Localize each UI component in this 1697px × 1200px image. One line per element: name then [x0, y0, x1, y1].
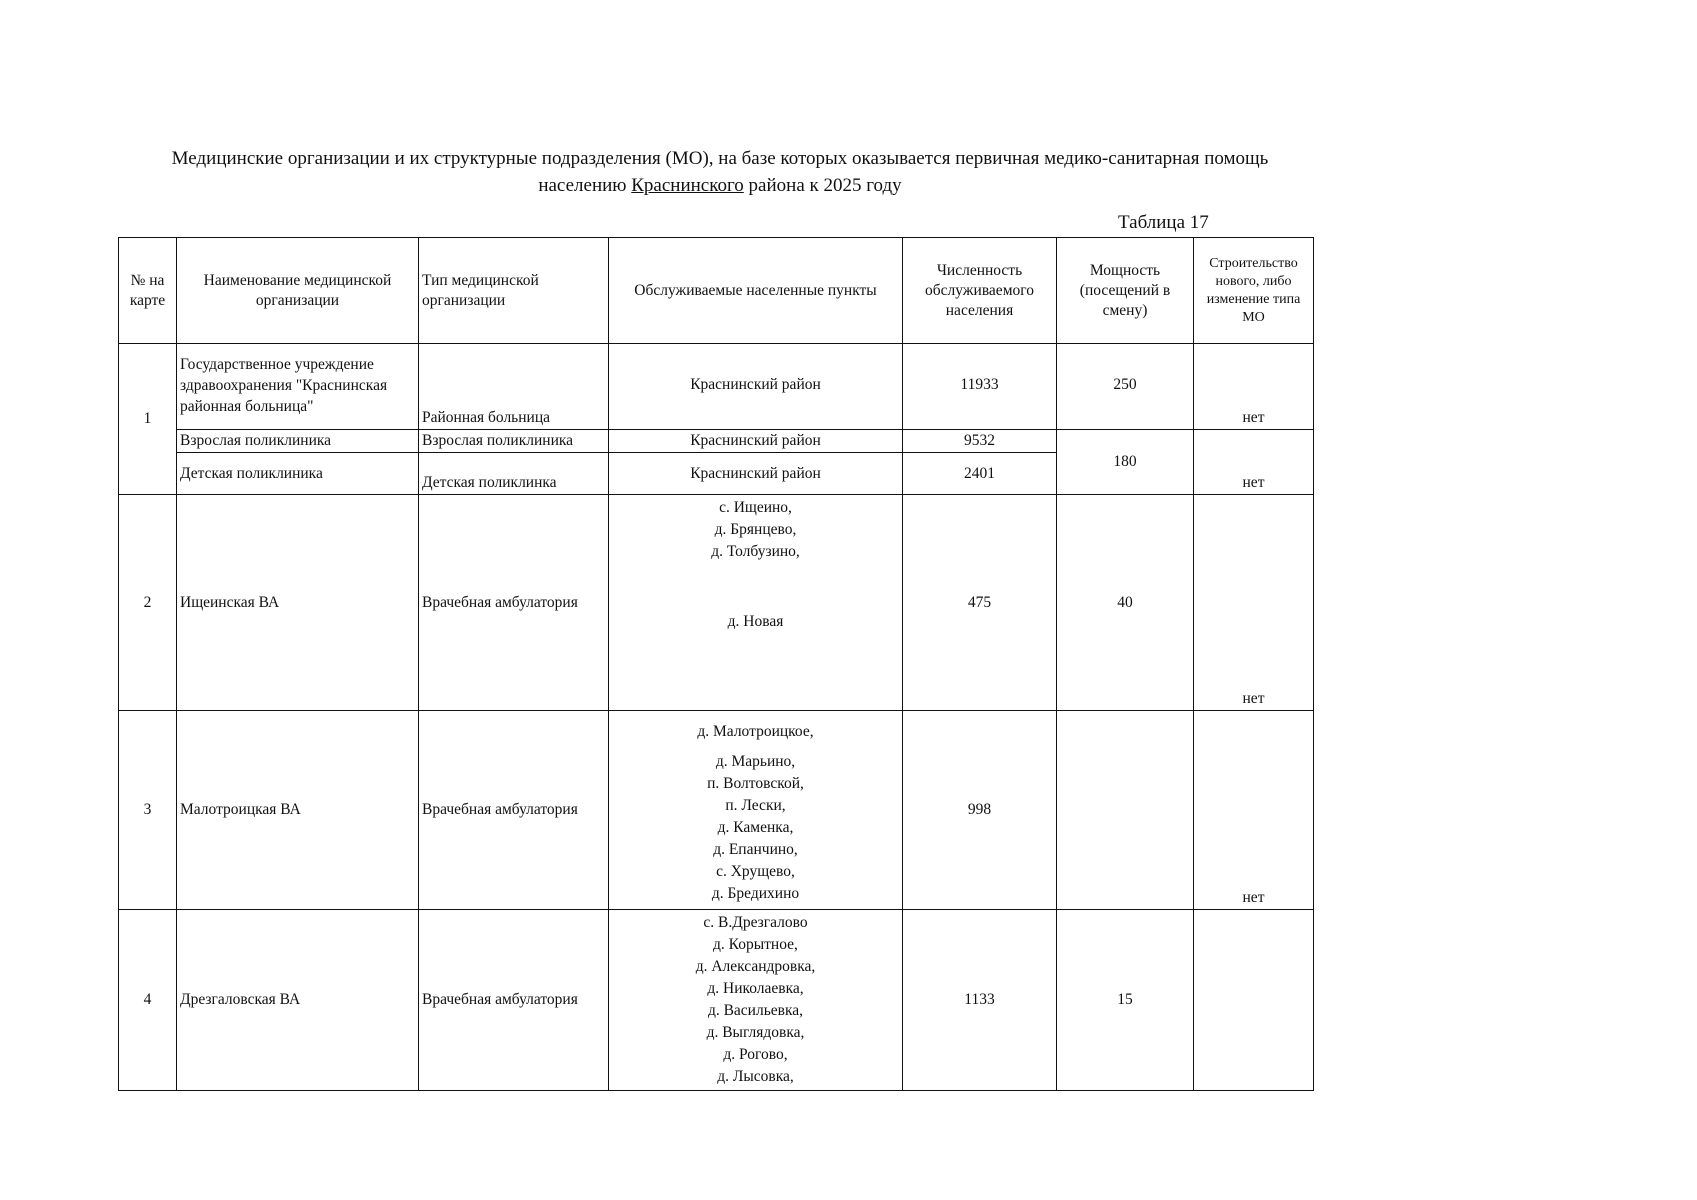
place-item: п. Волтовской, — [707, 775, 804, 792]
title-line-1: Медицинские организации и их структурные подразделения (МО), на базе которых оказывается первичная медико-санитарная помощь — [171, 148, 1269, 169]
table-row — [119, 910, 1314, 1091]
place-item: д. Васильевка, — [707, 1002, 804, 1019]
header-population: Численность обслуживаемого населения — [903, 238, 1057, 344]
table-row — [119, 495, 1314, 711]
row-name: Государственное учреждение здравоохранения "Краснинская районная больница" — [177, 344, 419, 430]
document-title — [100, 145, 1340, 199]
row-population: 2401 — [903, 453, 1057, 495]
row-num: 2 — [119, 495, 177, 711]
table-number: Таблица 17 — [1118, 212, 1209, 233]
row-build: нет — [1194, 711, 1314, 910]
place-item: д. Епанчино, — [713, 841, 798, 858]
row-type: Врачебная амбулатория — [419, 711, 609, 910]
place-item: д. Бредихино — [711, 885, 800, 902]
place-item: с. Ищеино, — [719, 499, 792, 516]
header-capacity: Мощность (посещений в смену) — [1057, 238, 1194, 344]
header-num: № на карте — [119, 238, 177, 344]
header-row — [119, 238, 1314, 344]
row-num: 3 — [119, 711, 177, 910]
table-row — [119, 344, 1314, 430]
row-places: Краснинский район — [609, 344, 903, 430]
row-population: 11933 — [903, 344, 1057, 430]
place-item: д. Каменка, — [717, 819, 794, 836]
place-item: с. В.Дрезгалово — [703, 914, 808, 931]
place-item: д. Корытное, — [713, 936, 798, 953]
row-build: нет — [1194, 430, 1314, 495]
row-capacity — [1057, 711, 1194, 910]
title-line-2: населению Краснинского района к 2025 году — [538, 175, 902, 196]
place-item: п. Лески, — [725, 797, 786, 814]
row-type: Врачебная амбулатория — [419, 910, 609, 1091]
row-num: 4 — [119, 910, 177, 1091]
row-name: Ищеинская ВА — [177, 495, 419, 711]
facilities-table — [118, 237, 1314, 1091]
row-capacity: 180 — [1057, 430, 1194, 495]
row-type: Взрослая поликлиника — [419, 430, 609, 453]
place-item: д. Марьино, — [715, 753, 796, 770]
row-capacity: 15 — [1057, 910, 1194, 1091]
row-places — [609, 495, 903, 711]
place-item: д. Рогово, — [723, 1046, 788, 1063]
header-name: Наименование медицинской организации — [177, 238, 419, 344]
place-item: д. Брянцево, — [714, 521, 797, 538]
row-type: Врачебная амбулатория — [419, 495, 609, 711]
place-item: д. Малотроицкое, — [697, 723, 814, 740]
row-name: Детская поликлиника — [177, 453, 419, 495]
row-name: Малотроицкая ВА — [177, 711, 419, 910]
row-build — [1194, 910, 1314, 1091]
header-places: Обслуживаемые населенные пункты — [609, 238, 903, 344]
row-build: нет — [1194, 344, 1314, 430]
header-build: Строительство нового, либо изменение типа МО — [1194, 238, 1314, 344]
place-item: д. Александровка, — [695, 958, 816, 975]
row-population: 9532 — [903, 430, 1057, 453]
header-type: Тип медицинской организации — [419, 238, 609, 344]
row-num: 1 — [119, 344, 177, 495]
row-places: Краснинский район — [609, 430, 903, 453]
row-places — [609, 910, 903, 1091]
place-item: д. Новая — [727, 613, 784, 630]
row-places: Краснинский район — [609, 453, 903, 495]
row-build: нет — [1194, 495, 1314, 711]
place-item: д. Николаевка, — [707, 980, 804, 997]
row-capacity: 40 — [1057, 495, 1194, 711]
row-population: 475 — [903, 495, 1057, 711]
table-row — [119, 430, 1314, 453]
place-item: д. Лысовка, — [717, 1068, 794, 1085]
row-capacity: 250 — [1057, 344, 1194, 430]
place-item: д. Выглядовка, — [706, 1024, 805, 1041]
row-type: Районная больница — [419, 344, 609, 430]
place-item: с. Хрущево, — [716, 863, 795, 880]
row-population: 998 — [903, 711, 1057, 910]
row-places — [609, 711, 903, 910]
row-name: Дрезгаловская ВА — [177, 910, 419, 1091]
row-type: Детская поликлинка — [419, 453, 609, 495]
row-name: Взрослая поликлиника — [177, 430, 419, 453]
district-name: Краснинского — [631, 175, 744, 196]
row-population: 1133 — [903, 910, 1057, 1091]
place-item: д. Толбузино, — [711, 543, 800, 560]
table-row — [119, 711, 1314, 910]
